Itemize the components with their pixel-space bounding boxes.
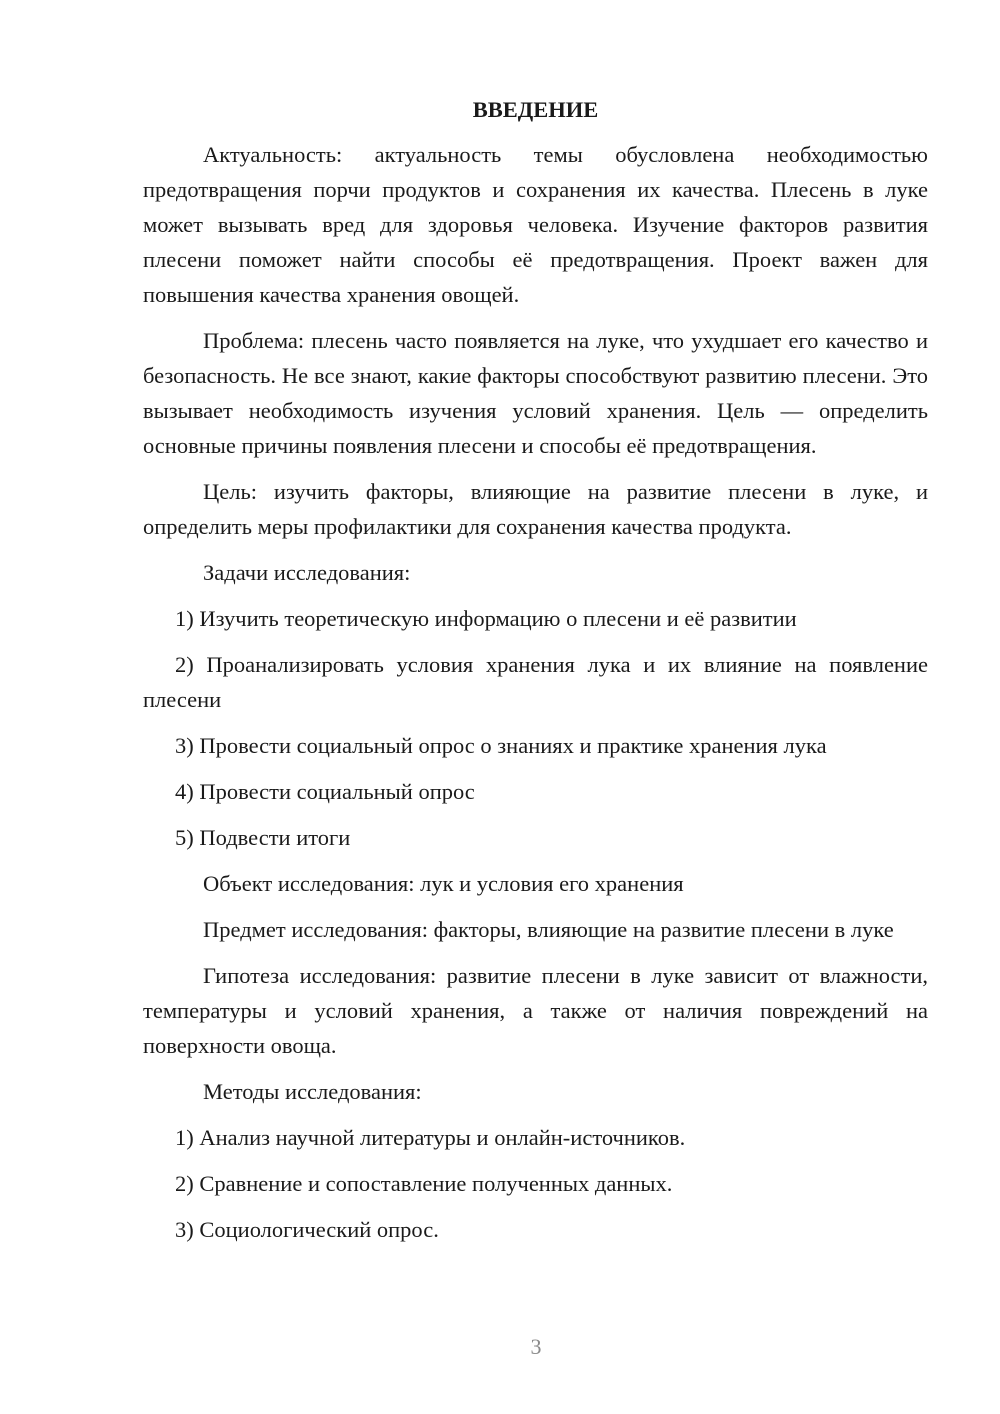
subject-paragraph: Предмет исследования: факторы, влияющие на развитие плесени в луке	[203, 917, 894, 942]
hypothesis-paragraph: Гипотеза исследования: развитие плесени в луке зависит от влажности, температуры и условий хранения, а также от наличия повреждений на поверхности овоща.	[143, 963, 928, 1058]
problem-paragraph: Проблема: плесень часто появляется на луке, что ухудшает его качество и безопасность. Не все знают, какие факторы способствуют развитию плесени. Это вызывает необходимость изучения условий хранения. Цель — определить основные причины появления плесени и способы её предотвращения.	[143, 328, 928, 458]
task-item: 1) Изучить теоретическую информацию о плесени и её развитии	[175, 606, 797, 631]
methods-heading: Методы исследования:	[203, 1079, 422, 1104]
relevance-paragraph: Актуальность: актуальность темы обусловлена необходимостью предотвращения порчи продуктов и сохранения их качества. Плесень в луке может вызывать вред для здоровья человека. Изучение факторов развития плесени поможет найти способы её предотвращения. Проект важен для повышения качества хранения овощей.	[143, 142, 928, 307]
method-item: 3) Социологический опрос.	[175, 1217, 439, 1242]
page-title: ВВЕДЕНИЕ	[472, 97, 599, 122]
tasks-heading: Задачи исследования:	[203, 560, 411, 585]
page-content	[143, 92, 928, 1258]
page-number: 3	[530, 1334, 542, 1359]
method-item: 1) Анализ научной литературы и онлайн-источников.	[175, 1125, 686, 1150]
task-item: 4) Провести социальный опрос	[175, 779, 475, 804]
object-paragraph: Объект исследования: лук и условия его хранения	[203, 871, 684, 896]
method-item: 2) Сравнение и сопоставление полученных данных.	[175, 1171, 673, 1196]
goal-paragraph: Цель: изучить факторы, влияющие на развитие плесени в луке, и определить меры профилактики для сохранения качества продукта.	[143, 479, 928, 539]
task-item: 5) Подвести итоги	[175, 825, 351, 850]
task-item: 3) Провести социальный опрос о знаниях и практике хранения лука	[175, 733, 827, 758]
task-item: 2) Проанализировать условия хранения лука и их влияние на появление плесени	[143, 652, 928, 712]
